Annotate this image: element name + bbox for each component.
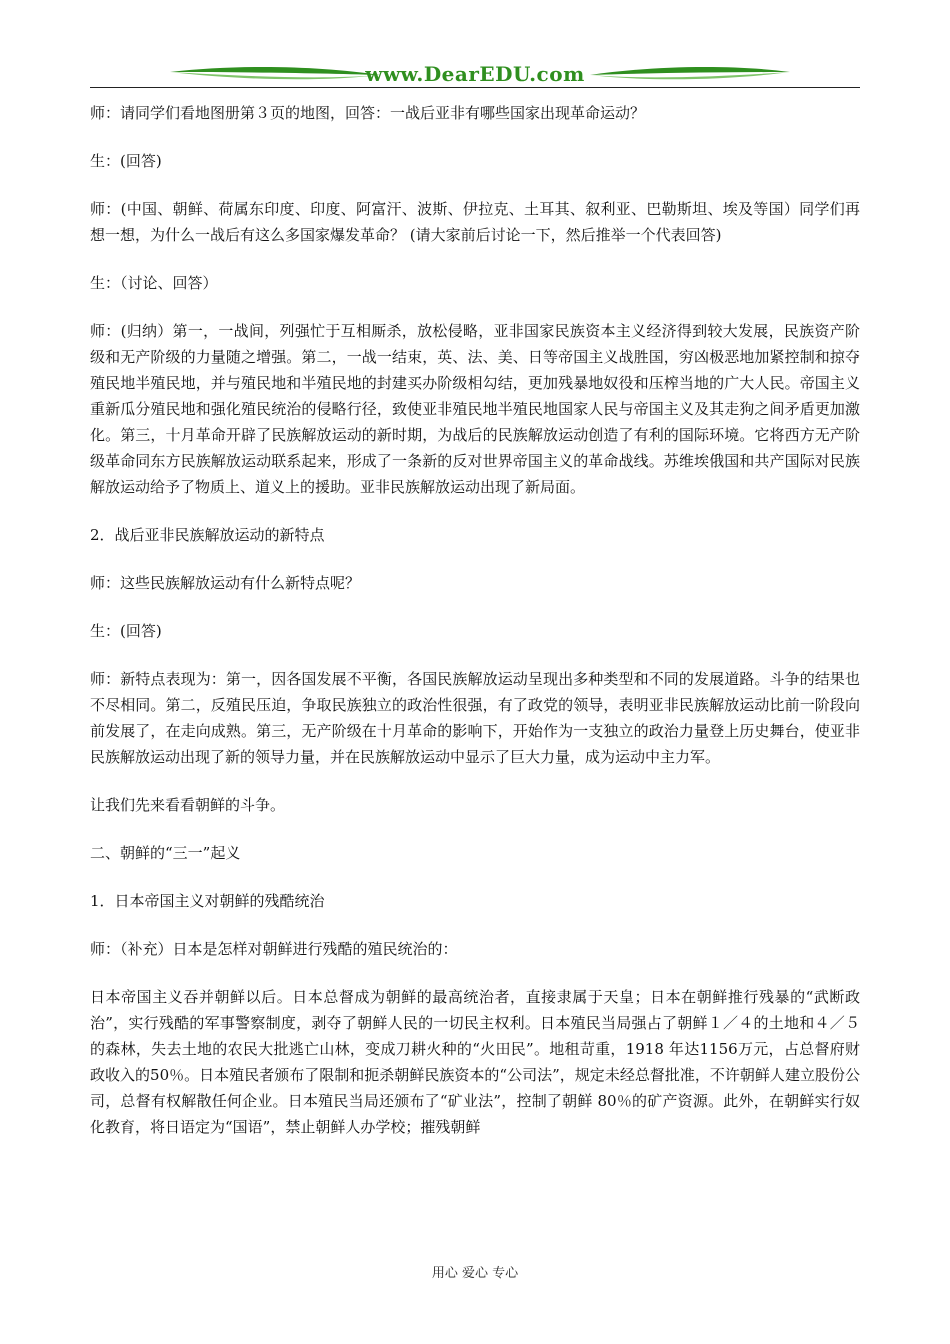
- paragraph: 生：(回答): [90, 622, 162, 640]
- paragraph: 日本帝国主义吞并朝鲜以后。日本总督成为朝鲜的最高统治者，直接隶属于天皇；日本在朝鲜推行残暴的“武断政治”，实行残酷的军事警察制度，剥夺了朝鲜人民的一切民主权利。日本殖民当局强占了朝鲜１／４的土地和４／５的森林，失去土地的农民大批逃亡山林，变成刀耕火种的“火田民”。地租苛重，1918 年达1156万元，占总督府财政收入的50％。日本殖民者颁布了限制和扼杀朝鲜民族资本的“公司法”，规定未经总督批准，不许朝鲜人建立股份公司，总督有权解散任何企业。日本殖民当局还颁布了“矿业法”，控制了朝鲜 80％的矿产资源。此外，在朝鲜实行奴化教育，将日语定为“国语”，禁止朝鲜人办学校；摧残朝鲜: [90, 988, 860, 1136]
- site-logo-text: www.DearEDU.com: [365, 62, 585, 86]
- page-header: [90, 58, 860, 90]
- page-footer: 用心 爱心 专心: [431, 1266, 519, 1281]
- paragraph: 师：这些民族解放运动有什么新特点呢？: [90, 574, 361, 592]
- paragraph: 生：(回答): [90, 152, 162, 170]
- paragraph: 师：(归纳）第一，一战间，列强忙于互相厮杀，放松侵略，亚非国家民族资本主义经济得到较大发展，民族资产阶级和无产阶级的力量随之增强。第二，一战一结束，英、法、美、日等帝国主义战胜国，穷凶极恶地加紧控制和掠夺殖民地半殖民地，并与殖民地和半殖民地的封建买办阶级相勾结，更加残暴地奴役和压榨当地的广大人民。帝国主义重新瓜分殖民地和强化殖民统治的侵略行径，致使亚非殖民地半殖民地国家人民与帝国主义及其走狗之间矛盾更加激化。第三，十月革命开辟了民族解放运动的新时期，为战后的民族解放运动创造了有利的国际环境。它将西方无产阶级革命同东方民族解放运动联系起来，形成了一条新的反对世界帝国主义的革命战线。苏维埃俄国和共产国际对民族解放运动给予了物质上、道义上的援助。亚非民族解放运动出现了新局面。: [90, 322, 860, 496]
- section-heading: 二、朝鲜的“三一”起义: [90, 844, 241, 862]
- paragraph: 师：请同学们看地图册第３页的地图，回答：一战后亚非有哪些国家出现革命运动？: [90, 104, 646, 122]
- header-divider: [90, 87, 860, 88]
- section-heading: 2．战后亚非民族解放运动的新特点: [90, 526, 325, 544]
- paragraph: 生：（讨论、回答）: [90, 274, 218, 292]
- paragraph: 让我们先来看看朝鲜的斗争。: [90, 796, 286, 814]
- document-body: [90, 100, 860, 1162]
- section-heading: 1．日本帝国主义对朝鲜的残酷统治: [90, 892, 325, 910]
- paragraph: 师：新特点表现为：第一，因各国发展不平衡，各国民族解放运动呈现出多种类型和不同的发展道路。斗争的结果也不尽相同。第二，反殖民压迫，争取民族独立的政治性很强，有了政党的领导，表明亚非民族解放运动比前一阶段向前发展了，在走向成熟。第三，无产阶级在十月革命的影响下，开始作为一支独立的政治力量登上历史舞台，使亚非民族解放运动出现了新的领导力量，并在民族解放运动中显示了巨大力量，成为运动中主力军。: [90, 670, 860, 766]
- paragraph: 师：（补充）日本是怎样对朝鲜进行残酷的殖民统治的：: [90, 940, 458, 958]
- paragraph: 师：(中国、朝鲜、荷属东印度、印度、阿富汗、波斯、伊拉克、土耳其、叙利亚、巴勒斯坦、埃及等国）同学们再想一想，为什么一战后有这么多国家爆发革命？ (请大家前后讨论一下，然后推举一个代表回答): [90, 200, 860, 244]
